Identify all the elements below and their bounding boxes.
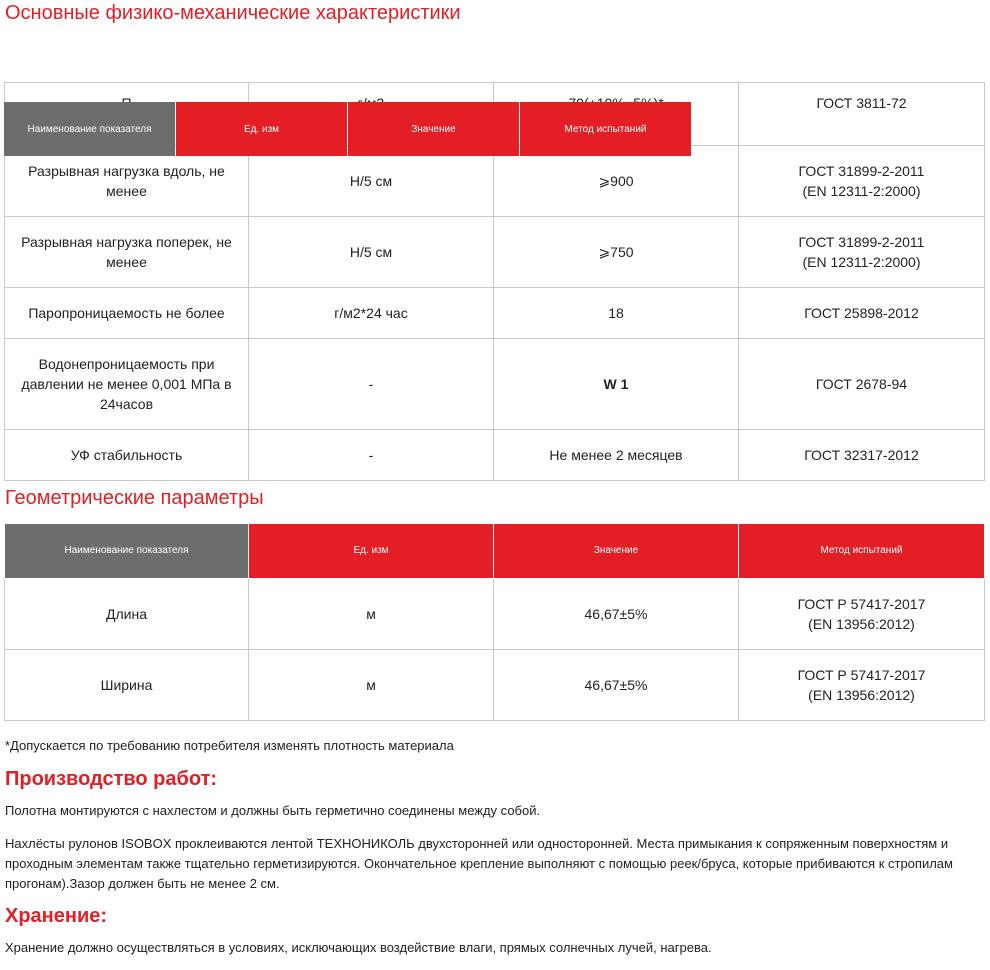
works-paragraph-1: Полотна монтируются с нахлестом и должны быть герметично соединены между собой.: [5, 803, 541, 818]
table-row: [5, 430, 985, 481]
method-line-1: ГОСТ 31899-2-2011: [798, 163, 925, 179]
cell-method: ГОСТ 3811-72: [739, 83, 985, 146]
header-cell-value: Значение: [348, 102, 519, 156]
method-line-2: (EN 13956:2012): [808, 616, 915, 632]
geometry-table: [4, 523, 985, 721]
method-line-1: ГОСТ 31899-2-2011: [798, 234, 925, 250]
cell-method: [739, 146, 985, 217]
method-line-2: (EN 12311-2:2000): [802, 183, 921, 199]
cell-method: ГОСТ 32317-2012: [739, 430, 985, 481]
header-cell-value: Значение: [494, 524, 739, 579]
cell-method: ГОСТ 25898-2012: [739, 288, 985, 339]
cell-unit: м: [249, 579, 494, 650]
method-line-2: (EN 12311-2:2000): [802, 254, 921, 270]
header-cell-method: Метод испытаний: [739, 524, 985, 579]
header-cell-name: Наименование показателя: [5, 524, 249, 579]
density-footnote: *Допускается по требованию потребителя изменять плотность материала: [5, 738, 454, 753]
storage-paragraph: Хранение должно осуществляться в условиях, исключающих воздействие влаги, прямых солнечных лучей, нагрева.: [5, 940, 712, 955]
cell-unit: м: [249, 650, 494, 721]
section-title-physical: Основные физико-механические характеристики: [5, 2, 461, 24]
cell-value: ⩾900: [494, 146, 739, 217]
header-cell-unit: Ед. изм: [176, 102, 347, 156]
cell-method: ГОСТ 2678-94: [739, 339, 985, 430]
cell-unit: -: [249, 430, 494, 481]
header-cell-unit: Ед. изм: [249, 524, 494, 579]
cell-method: [739, 217, 985, 288]
cell-name: Ширина: [5, 650, 249, 721]
section-title-geometry: Геометрические параметры: [5, 487, 264, 509]
cell-unit: Н/5 см: [249, 146, 494, 217]
works-heading: Производство работ:: [5, 768, 218, 790]
method-line-1: ГОСТ Р 57417-2017: [797, 596, 926, 612]
works-paragraph-2: Нахлёсты рулонов ISOBOX проклеиваются лентой ТЕХНОНИКОЛЬ двухсторонней или односторонней. Места примыкания к сопряженным поверхностям и проходным элементам также тщательно герметизируются. Окончательное крепление выполняют с помощью реек/бруса, которые прибиваются к стропилам прогонам).Зазор должен быть не менее 2 см.: [5, 836, 953, 891]
header-cell-name: Наименование показателя: [4, 102, 175, 156]
cell-method: [739, 650, 985, 721]
cell-name: Паропроницаемость не более: [5, 288, 249, 339]
storage-heading: Хранение:: [5, 905, 108, 927]
table-row: [5, 650, 985, 721]
header-cell-method: Метод испытаний: [520, 102, 691, 156]
table-row: [5, 579, 985, 650]
cell-name: Водонепроницаемость при давлении не менее 0,001 МПа в 24часов: [5, 339, 249, 430]
table-row: [5, 146, 985, 217]
cell-value: 46,67±5%: [494, 579, 739, 650]
cell-value: 18: [494, 288, 739, 339]
cell-value: Не менее 2 месяцев: [494, 430, 739, 481]
table-row: [5, 288, 985, 339]
table-row: [5, 339, 985, 430]
cell-name: УФ стабильность: [5, 430, 249, 481]
cell-value: W 1: [494, 339, 739, 430]
cell-unit: Н/5 см: [249, 217, 494, 288]
method-line-2: (EN 13956:2012): [808, 687, 915, 703]
cell-name: Разрывная нагрузка вдоль, не менее: [5, 146, 249, 217]
table-row: [5, 217, 985, 288]
method-line-1: ГОСТ Р 57417-2017: [797, 667, 926, 683]
cell-value: 46,67±5%: [494, 650, 739, 721]
cell-name: Разрывная нагрузка поперек, не менее: [5, 217, 249, 288]
cell-unit: -: [249, 339, 494, 430]
cell-name: Длина: [5, 579, 249, 650]
cell-method: [739, 579, 985, 650]
cell-value: ⩾750: [494, 217, 739, 288]
cell-unit: г/м2*24 час: [249, 288, 494, 339]
table-header-row: [5, 524, 985, 579]
sticky-table-header: [4, 102, 692, 156]
